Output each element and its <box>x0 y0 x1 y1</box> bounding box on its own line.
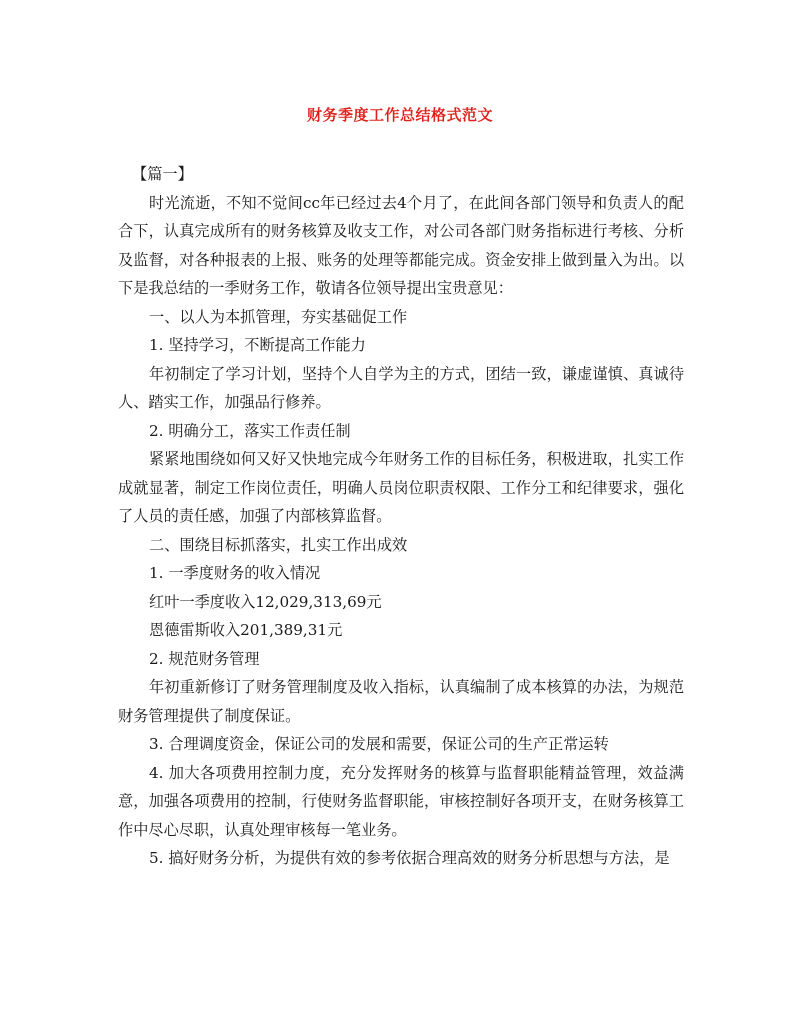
subheading-management: 2. 规范财务管理 <box>149 649 260 668</box>
income-line-endress: 恩德雷斯收入201,389,31元 <box>149 621 343 639</box>
section-heading: 【篇一】 <box>132 165 193 183</box>
heading-part-one: 一、以人为本抓管理，夯实基础促工作 <box>149 307 408 326</box>
income-line-hongye: 红叶一季度收入12,029,313,69元 <box>149 592 382 611</box>
subheading-2: 2. 明确分工，落实工作责任制 <box>149 421 351 440</box>
subheading-income: 1. 一季度财务的收入情况 <box>149 564 321 582</box>
item-5-analysis: 5. 搞好财务分析，为提供有效的参考依据合理高效的财务分析思想与方法，是 <box>149 849 670 867</box>
document-body <box>118 160 684 873</box>
intro-paragraph: 时光流逝，不知不觉间cc年已经过去4个月了，在此间各部门领导和负责人的配合下，认真完成所有的财务核算及收支工作，对公司各部门财务指标进行考核、分析及监督，对各种报表的上报、账务的处理等都能完成。资金安排上做到量入为出。以下是我总结的一季财务工作，敬请各位领导提出宝贵意见： <box>118 193 684 297</box>
paragraph-management: 年初重新修订了财务管理制度及收入指标，认真编制了成本核算的办法，为规范财务管理提供了制度保证。 <box>118 678 684 725</box>
subheading-1: 1. 坚持学习，不断提高工作能力 <box>149 336 366 354</box>
document-title: 财务季度工作总结格式范文 <box>306 106 493 124</box>
item-3-funds: 3. 合理调度资金，保证公司的发展和需要，保证公司的生产正常运转 <box>149 735 609 753</box>
item-4-cost-control: 4. 加大各项费用控制力度，充分发挥财务的核算与监督职能精益管理，效益满意，加强各项费用的控制，行使财务监督职能，审核控制好各项开支，在财务核算工作中尽心尽职，认真处理审核每一笔业务。 <box>118 763 684 839</box>
paragraph-responsibility: 紧紧地围绕如何又好又快地完成今年财务工作的目标任务，积极进取，扎实工作成就显著，制定工作岗位责任，明确人员岗位职责权限、工作分工和纪律要求，强化了人员的责任感，加强了内部核算监督。 <box>118 450 684 525</box>
paragraph-study-plan: 年初制定了学习计划，坚持个人自学为主的方式，团结一致，谦虚谨慎、真诚待人、踏实工作，加强品行修养。 <box>118 364 684 411</box>
heading-part-two: 二、围绕目标抓落实，扎实工作出成效 <box>149 535 408 554</box>
